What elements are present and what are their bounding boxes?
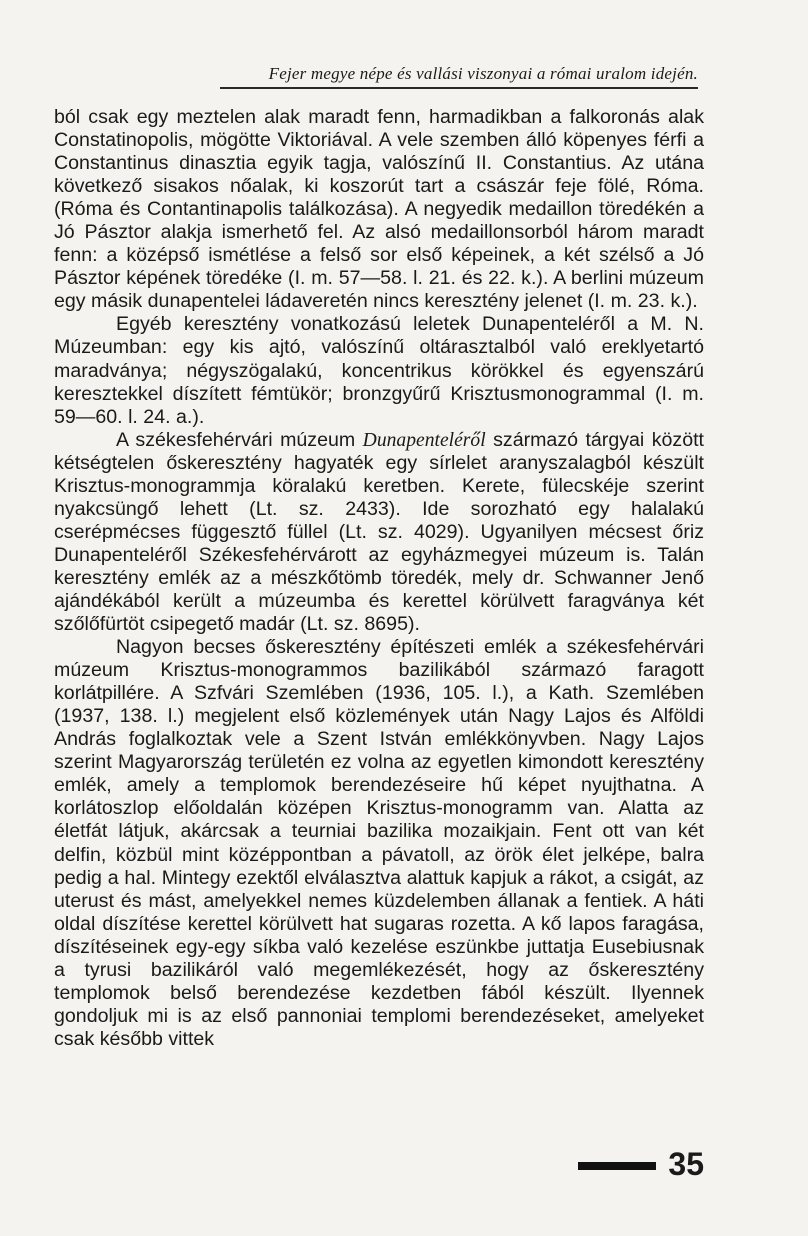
paragraph bbox=[54, 636, 704, 1051]
page-footer bbox=[578, 1144, 704, 1184]
paragraph-text: ból csak egy meztelen alak maradt fenn, harmadikban a falkoronás alak Constatinopolis, mögötte Viktoriával. A vele szemben álló köpenyes férfi a Constantinus dinasztia egyik tagja, valószínű II. Constantius. Az utána következő sisakos nőalak, ki koszorút tart a császár feje fölé, Róma. (Róma és Contantinapolis találkozása). A negyedik medaillon töredékén a Jó Pásztor alakja ismerhető fel. Az alsó medaillonsorból három maradt fenn: a középső ismétlése a felső sor első képeinek, a két szélső a Jó Pásztor képének töredéke (I. m. 57—58. l. 21. és 22. k.). A berlini múzeum egy másik dunapentelei ládaveretén nincs keresztény jelenet (I. m. 23. k.). bbox=[54, 106, 704, 313]
paragraph bbox=[54, 106, 704, 313]
paragraph-text: származó tárgyai között kétségtelen őskeresztény hagyaték egy sírlelet aranyszalagból készült Krisztus-monogrammja köralakú keretben. Kerete, fülecskéje szerint nyakcsüngő lehett (Lt. sz. 2433). Ide sorozható egy halalakú cserépmécses függesztő füllel (Lt. sz. 4029). Ugyanilyen mécsest őriz Dunapenteléről Székesfehérvárott az egyházmegyei múzeum is. Talán keresztény emlék az a mészkőtömb töredék, mely dr. Schwanner Jenő ajándékából került a múzeumba és kerettel körülvett faragványa két szőlőfürtöt csipegető madár (Lt. sz. 8695). bbox=[54, 428, 704, 636]
footer-rule bbox=[578, 1162, 656, 1170]
page-number: 35 bbox=[668, 1146, 704, 1182]
paragraph-text: Nagyon becses őskeresztény építészeti emlék a székesfehérvári múzeum Krisztus-monogrammos bazilikából származó faragott korlátpillére. A Szfvári Szemlében (1936, 105. l.), a Kath. Szemlében (1937, 138. l.) megjelent első közlemények után Nagy Lajos és Alföldi András foglalkoztak vele a Szent István emlékkönyvben. Nagy Lajos szerint Magyarország területén ez volna az egyetlen kimondott keresztény emlék, amely a templomok berendezéseire hű képet nyujthatna. A korlátoszlop előoldalán középen Krisztus-monogramm van. Alatta az életfát látjuk, akárcsak a teurniai bazilika mozaikjain. Fent ott van két delfin, közbül mint középpontban a pávatoll, az örök élet jelképe, balra pedig a hal. Mintegy ezektől elválasztva alattuk kapjuk a rákot, a csigát, az uterust és mást, amelyekkel nemes küzdelemben állanak a fentiek. A háti oldal díszítése kerettel körülvett hat sugaras rozetta. A kő lapos faragása, díszítéseinek egy-egy síkba való kezelése eszünkbe juttatja Eusebiusnak a tyrusi bazilikáról való megemlékezését, hogy az őskeresztény templomok belső berendezése kezdetben fából készült. Ilyennek gondoljuk mi is az első pannoniai templomi berendezéseket, amelyeket csak később vittek bbox=[54, 636, 704, 1050]
paragraph-text: Egyéb keresztény vonatkozású leletek Dunapenteléről a M. N. Múzeumban: egy kis ajtó, valószínű oltárasztalból való ereklyetartó maradványa; négyszögalakú, koncentrikus körökkel és egyenszárú keresztekkel díszített fémtükör; bronzgyűrű Krisztusmonogrammal (I. m. 59—60. l. 24. a.). bbox=[54, 313, 704, 428]
italic-text: Dunapenteléről bbox=[362, 429, 486, 451]
paragraph bbox=[54, 429, 704, 636]
running-header: Fejer megye népe és vallási viszonyai a római uralom idején. bbox=[220, 64, 698, 89]
body-text bbox=[54, 106, 704, 1051]
paragraph bbox=[54, 313, 704, 428]
paragraph-text: A székesfehérvári múzeum bbox=[116, 428, 363, 451]
